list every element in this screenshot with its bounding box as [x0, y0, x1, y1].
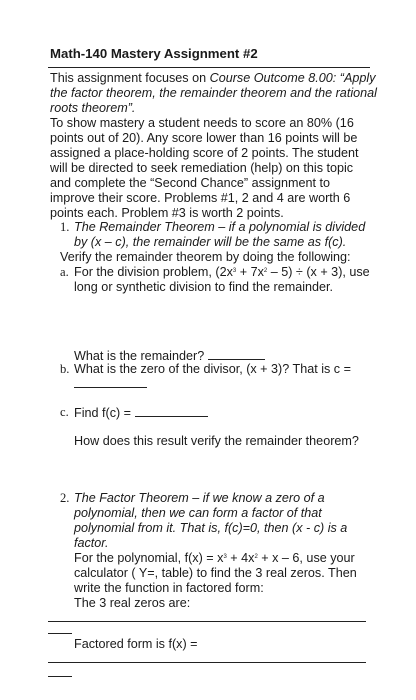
- zeros-question: The 3 real zeros are:: [74, 596, 191, 610]
- problem-number: 1.: [60, 220, 70, 234]
- intro-line: points each. Problem #3 is worth 2 points.: [50, 206, 284, 220]
- answer-line[interactable]: [74, 376, 147, 391]
- intro-line: points out of 20). Any score lower than 16 points will be: [50, 131, 358, 145]
- exponent: 2: [263, 268, 268, 274]
- intro-line: assigned a place-holding score of 2 points. The student: [50, 146, 359, 160]
- poly-text: + x – 6, use your: [257, 551, 355, 565]
- verify-question: How does this result verify the remainder theorem?: [74, 434, 359, 448]
- part-label: c.: [60, 405, 69, 419]
- remainder-theorem-heading: The Remainder Theorem – if a polynomial is divided: [74, 220, 366, 234]
- factor-theorem-heading: factor.: [74, 536, 109, 550]
- division-instruction: long or synthetic division to find the remainder.: [74, 280, 334, 294]
- zeros-answer-line[interactable]: [48, 621, 366, 622]
- part-label: a.: [60, 265, 69, 279]
- remainder-question: [74, 348, 265, 363]
- title-divider: [48, 67, 370, 68]
- factored-answer-line[interactable]: [48, 662, 366, 663]
- polynomial-instruction: calculator ( Y=, table) to find the 3 real zeros. Then: [74, 566, 357, 580]
- intro-line: [50, 71, 376, 85]
- factor-theorem-heading: polynomial, then we can form a factor of that: [74, 506, 322, 520]
- poly-text: For the polynomial, f(x) = x: [74, 551, 224, 565]
- intro-line: the factor theorem, the remainder theorem and the rational: [50, 86, 377, 100]
- intro-line: improve their score. Problems #1, 2 and 4 are worth 6: [50, 191, 351, 205]
- intro-line: roots theorem”.: [50, 101, 136, 115]
- answer-blank[interactable]: [135, 405, 208, 417]
- poly-text: + 4x: [226, 551, 255, 565]
- exponent: 3: [232, 268, 237, 274]
- intro-line: To show mastery a student needs to score an 80% (16: [50, 116, 354, 130]
- verify-instruction: Verify the remainder theorem by doing the following:: [60, 250, 351, 264]
- answer-blank[interactable]: [208, 348, 265, 360]
- division-problem: [74, 265, 370, 279]
- question-text: Find f(c) =: [74, 406, 132, 420]
- assignment-title: Math-140 Mastery Assignment #2: [50, 46, 258, 61]
- zeros-answer-line-short[interactable]: [48, 633, 72, 634]
- exponent: 2: [254, 554, 258, 560]
- intro-line: will be directed to seek remediation (help) on this topic: [50, 161, 354, 175]
- exponent: 3: [223, 554, 227, 560]
- course-outcome-text: Course Outcome 8.00: “Apply: [209, 71, 376, 85]
- factored-answer-line-short[interactable]: [48, 676, 72, 677]
- division-text: + 7x: [236, 265, 264, 279]
- polynomial-instruction: write the function in factored form:: [74, 581, 264, 595]
- factored-form-question: Factored form is f(x) =: [74, 637, 198, 651]
- question-text: What is the remainder?: [74, 349, 205, 363]
- polynomial-instruction: [74, 551, 355, 565]
- division-text: For the division problem, (2x: [74, 265, 233, 279]
- part-label: b.: [60, 362, 70, 376]
- division-text: – 5) ÷ (x + 3), use: [267, 265, 370, 279]
- find-fc-question: [74, 405, 208, 420]
- intro-line: and complete the “Second Chance” assignment to: [50, 176, 331, 190]
- factor-theorem-heading: polynomial from it. That is, f(c)=0, then (x - c) is a: [74, 521, 348, 535]
- zero-of-divisor-question: What is the zero of the divisor, (x + 3)? That is c =: [74, 362, 351, 376]
- answer-blank[interactable]: [74, 376, 147, 388]
- intro-text: This assignment focuses on: [50, 71, 210, 85]
- remainder-theorem-heading: by (x – c), the remainder will be the same as f(c).: [74, 235, 347, 249]
- problem-number: 2.: [60, 491, 70, 505]
- factor-theorem-heading: The Factor Theorem – if we know a zero of a: [74, 491, 325, 505]
